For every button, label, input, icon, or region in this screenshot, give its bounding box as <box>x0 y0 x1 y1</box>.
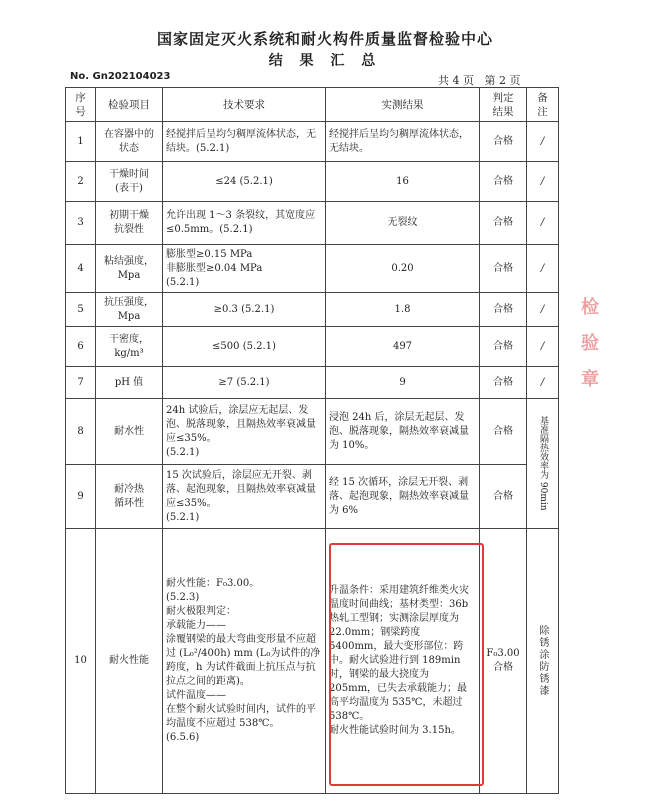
table-row <box>66 399 559 465</box>
results-table <box>65 87 559 794</box>
row-req: 24h 试验后，涂层应无起层、发泡、脱落现象，且隔热效率衰减量应≤35%。 (5.2.1) <box>163 399 326 465</box>
row-req: 允许出现 1～3 条裂纹，其宽度应≤0.5mm。(5.2.1) <box>163 202 326 245</box>
table-row <box>66 327 559 367</box>
row-judge: 合格 <box>480 367 527 399</box>
row-seq: 2 <box>66 162 96 202</box>
row-result: 经 15 次循环，涂层无开裂、剥落、起泡现象，隔热效率衰减量为 6% <box>326 465 480 529</box>
row-req: ≤500 (5.2.1) <box>163 327 326 367</box>
row-note: / <box>527 367 559 399</box>
row-judge: 合格 <box>480 202 527 245</box>
row-judge: 合格 <box>480 122 527 162</box>
row-item: 粘结强度， Mpa <box>96 245 163 293</box>
row-req: ≤24 (5.2.1) <box>163 162 326 202</box>
row-result: 0.20 <box>326 245 480 293</box>
row-note: / <box>527 202 559 245</box>
row-judge: 合格 <box>480 327 527 367</box>
row-item: 耐冷热 循环性 <box>96 465 163 529</box>
row-result: 经搅拌后呈均匀稠厚流体状态，无结块。 <box>326 122 480 162</box>
col-item-header: 检验项目 <box>96 88 163 122</box>
row-note: / <box>527 122 559 162</box>
row-seq: 8 <box>66 399 96 465</box>
row-item: 耐火性能 <box>96 529 163 794</box>
row-item: 干燥时间 (表干) <box>96 162 163 202</box>
row-result: 497 <box>326 327 480 367</box>
col-note-header: 备 注 <box>527 88 559 122</box>
row-result: 1.8 <box>326 293 480 327</box>
row-item: 耐水性 <box>96 399 163 465</box>
row-result: 升温条件：采用建筑纤维类火灾温度时间曲线；基材类型：36b 热轧工型钢；实测涂层厚度为 22.0mm；钢梁跨度 5400mm，最大变形部位：跨中。耐火试验进行到 189min 时，钢梁的最大挠度为 205mm，已失去承载能力；最高平均温度为 535℃，未超过 538℃。 耐火性能试验时间为 3.15h。 <box>326 529 480 794</box>
table-row <box>66 367 559 399</box>
row-req: 15 次试验后，涂层应无开裂、剥落、起泡现象，且隔热效率衰减量应≤35%。 (5.2.1) <box>163 465 326 529</box>
row-result: 16 <box>326 162 480 202</box>
row-judge: 合格 <box>480 465 527 529</box>
report-subtitle: 结 果 汇 总 <box>268 53 382 69</box>
official-seal: 检 验 章 <box>581 297 599 390</box>
table-row <box>66 529 559 794</box>
row-seq: 1 <box>66 122 96 162</box>
row-note <box>527 529 559 794</box>
row-req: ≥7 (5.2.1) <box>163 367 326 399</box>
row-item: pH 值 <box>96 367 163 399</box>
row-req: 膨胀型≥0.15 MPa 非膨胀型≥0.04 MPa (5.2.1) <box>163 245 326 293</box>
row-result: 9 <box>326 367 480 399</box>
row-item: 干密度， kg/m³ <box>96 327 163 367</box>
row-seq: 10 <box>66 529 96 794</box>
center-title: 国家固定灭火系统和耐火构件质量监督检验中心 <box>156 30 493 48</box>
row-req: ≥0.3 (5.2.1) <box>163 293 326 327</box>
table-row <box>66 293 559 327</box>
table-row <box>66 122 559 162</box>
row-judge: 合格 <box>480 245 527 293</box>
row-seq: 4 <box>66 245 96 293</box>
row-judge: 合格 <box>480 162 527 202</box>
merged-note-cell <box>527 399 559 529</box>
table-row <box>66 202 559 245</box>
table-header-row <box>66 88 559 122</box>
row-item: 初期干燥 抗裂性 <box>96 202 163 245</box>
row-item: 抗压强度， Mpa <box>96 293 163 327</box>
row-seq: 9 <box>66 465 96 529</box>
row-note: / <box>527 293 559 327</box>
table-row <box>66 465 559 529</box>
row-item: 在容器中的 状态 <box>96 122 163 162</box>
row-seq: 3 <box>66 202 96 245</box>
row-seq: 7 <box>66 367 96 399</box>
row-judge: 合格 <box>480 293 527 327</box>
row-note: / <box>527 162 559 202</box>
col-req-header: 技术要求 <box>163 88 326 122</box>
row-seq: 5 <box>66 293 96 327</box>
col-seq-header: 序 号 <box>66 88 96 122</box>
row-result: 浸泡 24h 后，涂层无起层、发泡、脱落现象，隔热效率衰减量为 10%。 <box>326 399 480 465</box>
row-judge: F₀3.00 合格 <box>480 529 527 794</box>
insulation-efficiency-note: 基准隔热效率为 90min <box>538 416 548 511</box>
row-req: 耐火性能：F₀3.00。 (5.2.3) 耐火极限判定： 承载能力—— 涂覆钢梁的最大弯曲变形量不应超过 (L₀²/400h) mm (L₀为试件的净跨度，h 为试件截面上抗压点与抗拉点之间的距离)。 试件温度—— 在整个耐火试验时间内，试件的平均温度不应超过 538℃。 (6.5.6) <box>163 529 326 794</box>
table-row <box>66 245 559 293</box>
page-info: 共 4 页 第 2 页 <box>438 74 521 87</box>
row-seq: 6 <box>66 327 96 367</box>
row-note: / <box>527 327 559 367</box>
rust-removal-note: 除锈涂防锈漆 <box>537 625 548 697</box>
table-row <box>66 162 559 202</box>
row-req: 经搅拌后呈均匀稠厚流体状态，无结块。(5.2.1) <box>163 122 326 162</box>
col-result-header: 实测结果 <box>326 88 480 122</box>
col-judge-header: 判定 结果 <box>480 88 527 122</box>
document-number: No. Gn202104023 <box>70 71 171 82</box>
row-result: 无裂纹 <box>326 202 480 245</box>
row-judge: 合格 <box>480 399 527 465</box>
row-note: / <box>527 245 559 293</box>
